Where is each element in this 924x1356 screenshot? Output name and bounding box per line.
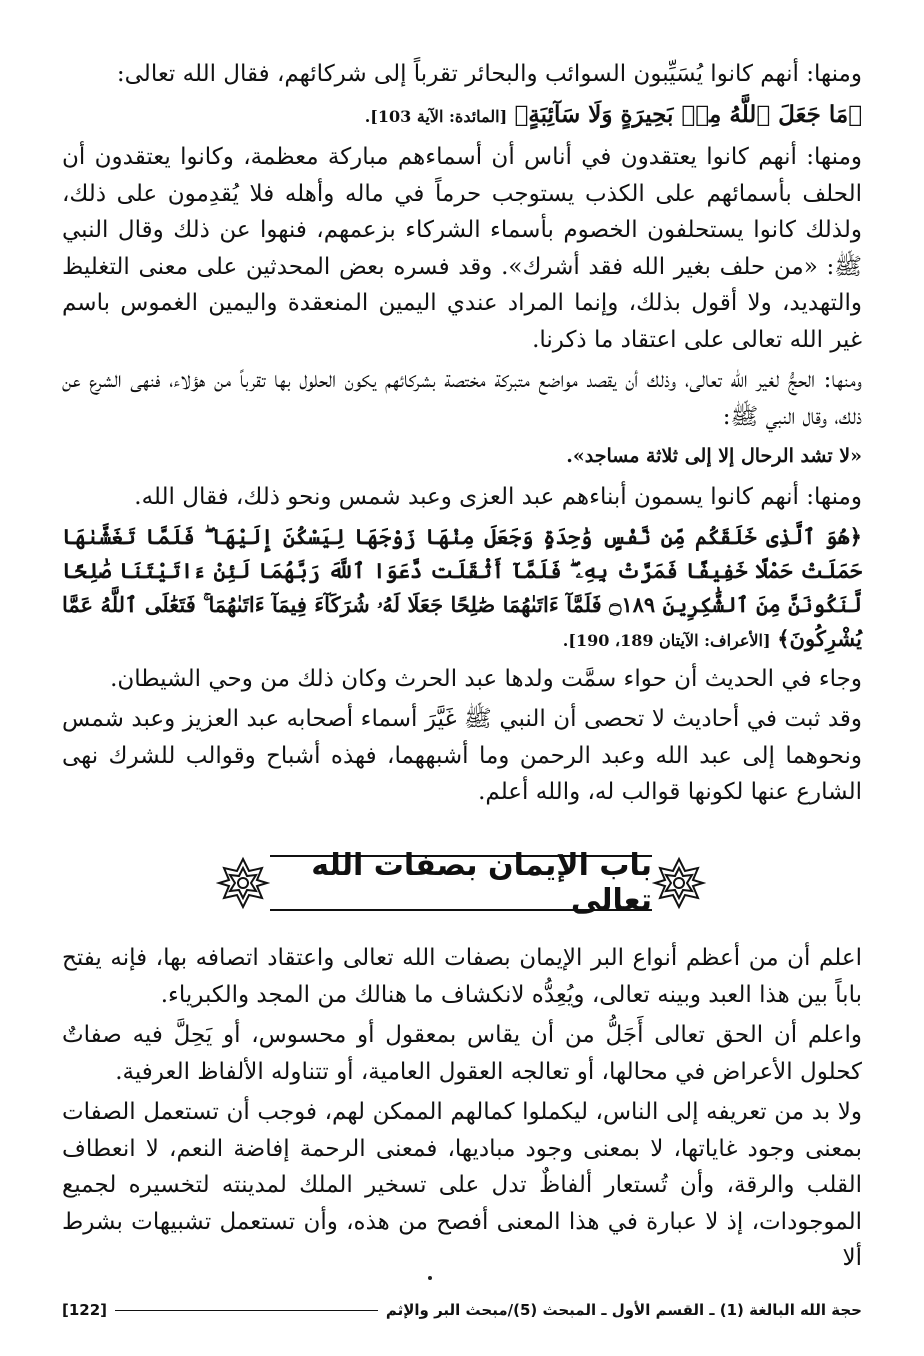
- star-ornament-icon: [216, 856, 270, 910]
- quran-verse: ﴿مَا جَعَلَ ٱللَّهُ مِنۢ بَحِيرَةٍ وَلَا سَآئِبَةٍ﴾: [514, 100, 862, 128]
- title-frame: [270, 848, 652, 918]
- verse-reference: [الأعراف: الآيتان 189، 190].: [562, 630, 771, 650]
- paragraph: ومنها: أنهم كانوا يُسَيِّبون السوائب والبحائر تقرباً إلى شركائهم، فقال الله تعالى:: [116, 61, 862, 87]
- section-title: باب الإيمان بصفات الله تعالى: [311, 848, 652, 918]
- quran-verse-line: [62, 97, 862, 136]
- hadith-quote: «لا تشد الرحال إلا إلى ثلاثة مساجد».: [566, 445, 862, 467]
- page-footer: [62, 1298, 862, 1322]
- paragraph: وقد ثبت في أحاديث لا تحصى أن النبي ﷺ غَيَّرَ أسماء أصحابه عبد العزيز وعبد شمس ونحوهما إلى عبد الله وعبد الرحمن وما أشبههما، فهذه أشباح وقوالب للشرك نهى الشارع عنها لكونها قوالب له، والله أعلم.: [62, 706, 862, 805]
- section-body: [62, 940, 862, 1281]
- page-mark: [428, 1276, 432, 1280]
- page-number: [122]: [62, 1301, 108, 1319]
- footer-rule: [115, 1310, 378, 1311]
- quran-verse-block: [62, 520, 862, 657]
- paragraph: وجاء في الحديث أن حواء سمَّت ولدها عبد الحرث وكان ذلك من وحي الشيطان.: [110, 665, 862, 692]
- paragraph: ولا بد من تعريفه إلى الناس، ليكملوا كمالهم الممكن لهم، فوجب أن تستعمل الصفات بمعنى وجود غاياتها، لا بمعنى وجود مباديها، فمعنى الرحمة إفاضة النعم، لا انعطاف القلب والرقة، وأن تُستعار ألفاظٌ تدل على تسخير الملك لمدينته لتخسيره لجميع الموجودات، إذ لا عبارة في هذا المعنى أفصح من هذه، وأن تستعمل تشبيهات بشرط ألا: [62, 1099, 862, 1271]
- star-ornament-icon: [652, 856, 706, 910]
- running-title: حجة الله البالغة (1) ـ القسم الأول ـ المبحث (5)/مبحث البر والإثم: [385, 1301, 862, 1319]
- quran-verse: ﴿هُوَ ٱلَّذِى خَلَقَكُم مِّن نَّفْسٍ وَٰحِدَةٍ وَجَعَلَ مِنْهَا زَوْجَهَا لِيَسْكُنَ إِلَيْهَا ۖ فَلَمَّا تَغَشَّىٰهَا حَمَلَتْ حَمْلًا خَفِيفًا فَمَرَّتْ بِهِۦ ۖ فَلَمَّآ أَثْقَلَت دَّعَوَا ٱللَّهَ رَبَّهُمَا لَئِنْ ءَاتَيْتَنَا صَٰلِحًا لَّنَكُونَنَّ مِنَ ٱلشَّٰكِرِينَ ۝١٨٩ فَلَمَّآ ءَاتَىٰهُمَا صَٰلِحًا جَعَلَا لَهُۥ شُرَكَآءَ فِيمَآ ءَاتَىٰهُمَا ۚ فَتَعَٰلَى ٱللَّهُ عَمَّا يُشْرِكُونَ﴾: [62, 523, 862, 651]
- paragraph: اعلم أن من أعظم أنواع البر الإيمان بصفات الله تعالى واعتقاد اتصافه بها، فإنه يفتح باباً بين هذا العبد وبينه تعالى، ويُعِدُّه لانكشاف ما هنالك من المجد والكبرياء.: [62, 945, 862, 1008]
- paragraph: ومنها: أنهم كانوا يسمون أبناءهم عبد العزى وعبد شمس ونحو ذلك، فقال الله.: [134, 484, 862, 510]
- page-body: [62, 56, 862, 815]
- paragraph: واعلم أن الحق تعالى أَجَلُّ من أن يقاس بمعقول أو محسوس، أو يَحِلَّ فيه صفاتٌ كحلول الأعراض في محالها، أو تعالجه العقول العامية، أو تتناوله الألفاظ العرفية.: [62, 1022, 862, 1085]
- verse-reference: [المائدة: الآية 103].: [364, 106, 508, 126]
- paragraph: ومنها: أنهم كانوا يعتقدون في أناس أن أسماءهم مباركة معظمة، وكانوا يعتقدون أن الحلف بأسمائهم على الكذب يستوجب حرماً في ماله وأهله فلا يُقدِمون على ذلك، ولذلك كانوا يستحلفون الخصوم بأسماء الشركاء بزعمهم، فنهوا عن ذلك وقال النبي ﷺ: «من حلف بغير الله فقد أشرك». وقد فسره بعض المحدثين على معنى التغليظ والتهديد، ولا أقول بذلك، وإنما المراد عندي اليمين المنعقدة واليمين الغموس باسم غير الله تعالى على اعتقاد ما ذكرنا.: [62, 144, 862, 353]
- section-heading: [216, 848, 706, 918]
- paragraph: ومنها: الحجُّ لغير الله تعالى، وذلك أن يقصد مواضع متبركة مختصة بشركائهم يكون الحلول بها تقرباً من هؤلاء، فنهى الشرع عن ذلك، وقال النبي ﷺ:: [62, 367, 862, 430]
